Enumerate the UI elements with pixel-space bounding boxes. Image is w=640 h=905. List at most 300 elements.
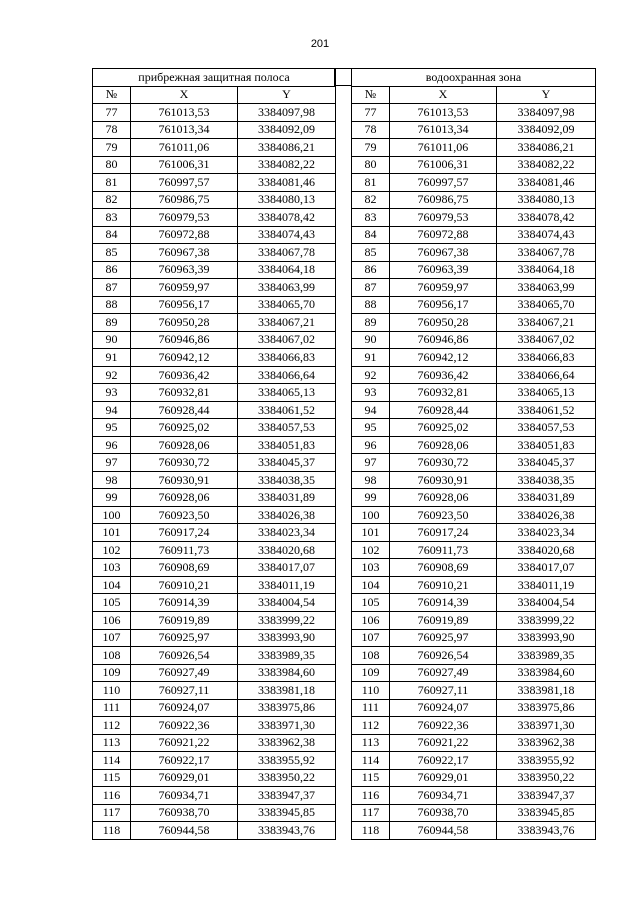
cell-point-number: 109 bbox=[93, 664, 131, 682]
cell-x: 760938,70 bbox=[390, 804, 497, 822]
cell-y: 3384063,99 bbox=[238, 279, 336, 297]
cell-point-number: 97 bbox=[352, 454, 390, 472]
cell-y: 3384066,83 bbox=[238, 349, 336, 367]
table-row bbox=[352, 524, 596, 542]
cell-y: 3384082,22 bbox=[497, 156, 596, 174]
table-row bbox=[352, 279, 596, 297]
cell-point-number: 102 bbox=[352, 541, 390, 559]
column-header-x: X bbox=[131, 86, 238, 104]
cell-y: 3384026,38 bbox=[497, 506, 596, 524]
table-row bbox=[352, 822, 596, 840]
cell-x: 760932,81 bbox=[131, 384, 238, 402]
cell-point-number: 104 bbox=[93, 576, 131, 594]
cell-point-number: 106 bbox=[352, 611, 390, 629]
table-row bbox=[93, 454, 336, 472]
cell-x: 760944,58 bbox=[390, 822, 497, 840]
cell-y: 3383943,76 bbox=[497, 822, 596, 840]
table-row bbox=[93, 664, 336, 682]
cell-y: 3383950,22 bbox=[497, 769, 596, 787]
cell-x: 760930,91 bbox=[131, 471, 238, 489]
cell-point-number: 83 bbox=[93, 209, 131, 227]
cell-x: 760927,11 bbox=[131, 682, 238, 700]
cell-x: 760967,38 bbox=[131, 244, 238, 262]
table-row bbox=[93, 752, 336, 770]
table-row bbox=[352, 647, 596, 665]
cell-y: 3383947,37 bbox=[238, 787, 336, 805]
cell-y: 3384017,07 bbox=[238, 559, 336, 577]
table-row bbox=[352, 541, 596, 559]
cell-point-number: 93 bbox=[93, 384, 131, 402]
table-row bbox=[352, 629, 596, 647]
cell-point-number: 106 bbox=[93, 611, 131, 629]
cell-y: 3384066,64 bbox=[238, 366, 336, 384]
column-header-number: № bbox=[93, 86, 131, 104]
cell-x: 760936,42 bbox=[131, 366, 238, 384]
cell-y: 3384065,70 bbox=[238, 296, 336, 314]
cell-y: 3384061,52 bbox=[238, 401, 336, 419]
table-divider bbox=[334, 68, 351, 86]
table-row bbox=[352, 104, 596, 122]
cell-y: 3384092,09 bbox=[238, 121, 336, 139]
table-row bbox=[352, 419, 596, 437]
cell-y: 3384031,89 bbox=[238, 489, 336, 507]
cell-y: 3384065,13 bbox=[238, 384, 336, 402]
cell-x: 760997,57 bbox=[131, 174, 238, 192]
cell-x: 760959,97 bbox=[131, 279, 238, 297]
cell-point-number: 114 bbox=[93, 752, 131, 770]
table-row bbox=[93, 296, 336, 314]
cell-x: 760934,71 bbox=[131, 787, 238, 805]
cell-x: 760928,06 bbox=[131, 436, 238, 454]
table-row bbox=[93, 822, 336, 840]
cell-y: 3383962,38 bbox=[497, 734, 596, 752]
cell-x: 760950,28 bbox=[390, 314, 497, 332]
cell-x: 761013,53 bbox=[131, 104, 238, 122]
cell-point-number: 92 bbox=[93, 366, 131, 384]
table-row bbox=[352, 769, 596, 787]
cell-x: 760917,24 bbox=[131, 524, 238, 542]
cell-x: 760921,22 bbox=[390, 734, 497, 752]
cell-y: 3384026,38 bbox=[238, 506, 336, 524]
cell-x: 760924,07 bbox=[131, 699, 238, 717]
cell-point-number: 108 bbox=[93, 647, 131, 665]
cell-y: 3384057,53 bbox=[497, 419, 596, 437]
cell-x: 760908,69 bbox=[390, 559, 497, 577]
cell-y: 3384057,53 bbox=[238, 419, 336, 437]
table-row bbox=[352, 436, 596, 454]
table-header-row bbox=[352, 86, 596, 104]
cell-x: 760967,38 bbox=[390, 244, 497, 262]
cell-point-number: 113 bbox=[352, 734, 390, 752]
cell-x: 760929,01 bbox=[390, 769, 497, 787]
table-row bbox=[352, 611, 596, 629]
cell-x: 761011,06 bbox=[390, 139, 497, 157]
cell-point-number: 103 bbox=[93, 559, 131, 577]
cell-y: 3384020,68 bbox=[497, 541, 596, 559]
table-header-row bbox=[93, 86, 336, 104]
cell-x: 760922,36 bbox=[131, 717, 238, 735]
table-row bbox=[352, 401, 596, 419]
cell-point-number: 86 bbox=[93, 261, 131, 279]
cell-y: 3384081,46 bbox=[497, 174, 596, 192]
cell-point-number: 116 bbox=[93, 787, 131, 805]
cell-point-number: 94 bbox=[352, 401, 390, 419]
cell-point-number: 95 bbox=[93, 419, 131, 437]
cell-point-number: 88 bbox=[352, 296, 390, 314]
table-row bbox=[352, 209, 596, 227]
cell-point-number: 111 bbox=[352, 699, 390, 717]
cell-y: 3384063,99 bbox=[497, 279, 596, 297]
cell-x: 760986,75 bbox=[390, 191, 497, 209]
cell-x: 760919,89 bbox=[390, 611, 497, 629]
table-row bbox=[352, 226, 596, 244]
cell-point-number: 84 bbox=[352, 226, 390, 244]
cell-point-number: 98 bbox=[93, 471, 131, 489]
cell-y: 3383962,38 bbox=[238, 734, 336, 752]
cell-x: 760959,97 bbox=[390, 279, 497, 297]
cell-point-number: 78 bbox=[352, 121, 390, 139]
cell-point-number: 112 bbox=[352, 717, 390, 735]
cell-y: 3383943,76 bbox=[238, 822, 336, 840]
cell-y: 3384092,09 bbox=[497, 121, 596, 139]
table-row bbox=[93, 121, 336, 139]
cell-x: 760936,42 bbox=[390, 366, 497, 384]
cell-x: 760928,06 bbox=[131, 489, 238, 507]
cell-y: 3384066,83 bbox=[497, 349, 596, 367]
cell-x: 760928,44 bbox=[131, 401, 238, 419]
cell-y: 3384011,19 bbox=[238, 576, 336, 594]
table-row bbox=[93, 506, 336, 524]
table-row bbox=[93, 419, 336, 437]
table-row bbox=[93, 559, 336, 577]
table-row bbox=[93, 226, 336, 244]
cell-x: 760910,21 bbox=[131, 576, 238, 594]
cell-x: 760930,91 bbox=[390, 471, 497, 489]
table-row bbox=[352, 331, 596, 349]
cell-x: 760908,69 bbox=[131, 559, 238, 577]
table-row bbox=[352, 699, 596, 717]
cell-x: 760997,57 bbox=[390, 174, 497, 192]
cell-y: 3384011,19 bbox=[497, 576, 596, 594]
cell-point-number: 91 bbox=[93, 349, 131, 367]
cell-point-number: 91 bbox=[352, 349, 390, 367]
cell-point-number: 93 bbox=[352, 384, 390, 402]
table-row bbox=[93, 174, 336, 192]
table-row bbox=[352, 752, 596, 770]
table-row bbox=[93, 349, 336, 367]
cell-y: 3384065,70 bbox=[497, 296, 596, 314]
cell-x: 760925,02 bbox=[131, 419, 238, 437]
cell-point-number: 115 bbox=[352, 769, 390, 787]
cell-point-number: 77 bbox=[352, 104, 390, 122]
table-row bbox=[352, 244, 596, 262]
cell-x: 760919,89 bbox=[131, 611, 238, 629]
cell-point-number: 100 bbox=[352, 506, 390, 524]
cell-point-number: 102 bbox=[93, 541, 131, 559]
cell-x: 760922,36 bbox=[390, 717, 497, 735]
cell-y: 3384038,35 bbox=[238, 471, 336, 489]
cell-y: 3384038,35 bbox=[497, 471, 596, 489]
cell-point-number: 80 bbox=[352, 156, 390, 174]
cell-y: 3383981,18 bbox=[497, 682, 596, 700]
table-row bbox=[352, 384, 596, 402]
cell-point-number: 101 bbox=[352, 524, 390, 542]
cell-x: 760956,17 bbox=[390, 296, 497, 314]
cell-point-number: 100 bbox=[93, 506, 131, 524]
cell-point-number: 114 bbox=[352, 752, 390, 770]
cell-x: 761011,06 bbox=[131, 139, 238, 157]
cell-y: 3383993,90 bbox=[497, 629, 596, 647]
cell-point-number: 116 bbox=[352, 787, 390, 805]
cell-y: 3384004,54 bbox=[238, 594, 336, 612]
table-row bbox=[93, 489, 336, 507]
table-row bbox=[93, 156, 336, 174]
cell-point-number: 110 bbox=[352, 682, 390, 700]
cell-y: 3383989,35 bbox=[238, 647, 336, 665]
cell-point-number: 82 bbox=[352, 191, 390, 209]
cell-x: 760938,70 bbox=[131, 804, 238, 822]
cell-x: 761006,31 bbox=[390, 156, 497, 174]
cell-y: 3384067,78 bbox=[238, 244, 336, 262]
cell-x: 760950,28 bbox=[131, 314, 238, 332]
cell-point-number: 86 bbox=[352, 261, 390, 279]
table-row bbox=[352, 489, 596, 507]
column-header-number: № bbox=[352, 86, 390, 104]
cell-x: 760917,24 bbox=[390, 524, 497, 542]
cell-x: 761013,53 bbox=[390, 104, 497, 122]
table-row bbox=[93, 524, 336, 542]
cell-x: 760942,12 bbox=[131, 349, 238, 367]
cell-y: 3383975,86 bbox=[497, 699, 596, 717]
cell-x: 760927,49 bbox=[390, 664, 497, 682]
table-row bbox=[352, 734, 596, 752]
cell-x: 760929,01 bbox=[131, 769, 238, 787]
cell-point-number: 118 bbox=[93, 822, 131, 840]
cell-x: 760986,75 bbox=[131, 191, 238, 209]
cell-point-number: 103 bbox=[352, 559, 390, 577]
cell-y: 3384066,64 bbox=[497, 366, 596, 384]
cell-point-number: 85 bbox=[93, 244, 131, 262]
cell-point-number: 112 bbox=[93, 717, 131, 735]
table-row bbox=[93, 331, 336, 349]
table-row bbox=[93, 541, 336, 559]
table-title-row bbox=[352, 69, 596, 87]
cell-y: 3384065,13 bbox=[497, 384, 596, 402]
table-row bbox=[93, 682, 336, 700]
cell-point-number: 105 bbox=[93, 594, 131, 612]
table-row bbox=[93, 314, 336, 332]
cell-y: 3383984,60 bbox=[238, 664, 336, 682]
cell-point-number: 107 bbox=[93, 629, 131, 647]
cell-y: 3383984,60 bbox=[497, 664, 596, 682]
table-row bbox=[352, 664, 596, 682]
cell-point-number: 81 bbox=[352, 174, 390, 192]
cell-point-number: 108 bbox=[352, 647, 390, 665]
cell-point-number: 89 bbox=[352, 314, 390, 332]
table-row bbox=[93, 647, 336, 665]
table-row bbox=[352, 139, 596, 157]
cell-point-number: 95 bbox=[352, 419, 390, 437]
cell-y: 3384031,89 bbox=[497, 489, 596, 507]
cell-point-number: 83 bbox=[352, 209, 390, 227]
cell-point-number: 105 bbox=[352, 594, 390, 612]
table-row bbox=[352, 454, 596, 472]
cell-x: 760942,12 bbox=[390, 349, 497, 367]
cell-y: 3384067,21 bbox=[497, 314, 596, 332]
cell-y: 3384004,54 bbox=[497, 594, 596, 612]
cell-x: 760925,97 bbox=[131, 629, 238, 647]
table-row bbox=[352, 296, 596, 314]
table-row bbox=[93, 804, 336, 822]
cell-y: 3384023,34 bbox=[238, 524, 336, 542]
table-row bbox=[93, 191, 336, 209]
cell-y: 3384023,34 bbox=[497, 524, 596, 542]
cell-point-number: 85 bbox=[352, 244, 390, 262]
table-title-row bbox=[93, 69, 336, 87]
cell-x: 760921,22 bbox=[131, 734, 238, 752]
cell-point-number: 79 bbox=[352, 139, 390, 157]
cell-point-number: 97 bbox=[93, 454, 131, 472]
table-row bbox=[93, 366, 336, 384]
table-row bbox=[93, 244, 336, 262]
cell-x: 760944,58 bbox=[131, 822, 238, 840]
cell-x: 760922,17 bbox=[390, 752, 497, 770]
cell-x: 760926,54 bbox=[390, 647, 497, 665]
cell-point-number: 101 bbox=[93, 524, 131, 542]
table-row bbox=[352, 576, 596, 594]
cell-x: 760934,71 bbox=[390, 787, 497, 805]
cell-point-number: 88 bbox=[93, 296, 131, 314]
table-row bbox=[352, 314, 596, 332]
table-row bbox=[93, 436, 336, 454]
table-title: водоохранная зона bbox=[352, 69, 596, 87]
cell-point-number: 118 bbox=[352, 822, 390, 840]
cell-x: 760925,02 bbox=[390, 419, 497, 437]
cell-y: 3384064,18 bbox=[238, 261, 336, 279]
table-row bbox=[93, 629, 336, 647]
cell-x: 760922,17 bbox=[131, 752, 238, 770]
cell-x: 760972,88 bbox=[131, 226, 238, 244]
table-row bbox=[352, 787, 596, 805]
cell-x: 760914,39 bbox=[390, 594, 497, 612]
cell-point-number: 89 bbox=[93, 314, 131, 332]
table-row bbox=[93, 261, 336, 279]
cell-y: 3384045,37 bbox=[238, 454, 336, 472]
cell-x: 760914,39 bbox=[131, 594, 238, 612]
cell-y: 3384067,02 bbox=[497, 331, 596, 349]
cell-x: 761013,34 bbox=[131, 121, 238, 139]
table-row bbox=[93, 699, 336, 717]
cell-x: 760923,50 bbox=[390, 506, 497, 524]
cell-x: 760928,06 bbox=[390, 489, 497, 507]
table-row bbox=[93, 594, 336, 612]
cell-y: 3384064,18 bbox=[497, 261, 596, 279]
cell-x: 760923,50 bbox=[131, 506, 238, 524]
table-row bbox=[93, 611, 336, 629]
cell-y: 3384020,68 bbox=[238, 541, 336, 559]
cell-y: 3383955,92 bbox=[238, 752, 336, 770]
cell-y: 3384067,21 bbox=[238, 314, 336, 332]
cell-point-number: 80 bbox=[93, 156, 131, 174]
cell-y: 3384051,83 bbox=[497, 436, 596, 454]
cell-x: 760963,39 bbox=[131, 261, 238, 279]
table-row bbox=[93, 384, 336, 402]
cell-y: 3383971,30 bbox=[238, 717, 336, 735]
cell-y: 3384097,98 bbox=[497, 104, 596, 122]
table-row bbox=[93, 787, 336, 805]
cell-x: 760927,11 bbox=[390, 682, 497, 700]
cell-point-number: 115 bbox=[93, 769, 131, 787]
cell-point-number: 94 bbox=[93, 401, 131, 419]
cell-y: 3383945,85 bbox=[238, 804, 336, 822]
cell-y: 3384051,83 bbox=[238, 436, 336, 454]
table-row bbox=[352, 261, 596, 279]
cell-y: 3383950,22 bbox=[238, 769, 336, 787]
cell-y: 3383971,30 bbox=[497, 717, 596, 735]
table-row bbox=[93, 471, 336, 489]
cell-x: 760928,06 bbox=[390, 436, 497, 454]
table-row bbox=[93, 279, 336, 297]
table-row bbox=[352, 349, 596, 367]
cell-y: 3384045,37 bbox=[497, 454, 596, 472]
cell-point-number: 111 bbox=[93, 699, 131, 717]
table-row bbox=[93, 769, 336, 787]
cell-y: 3383999,22 bbox=[238, 611, 336, 629]
cell-y: 3383993,90 bbox=[238, 629, 336, 647]
cell-y: 3384080,13 bbox=[238, 191, 336, 209]
cell-x: 760910,21 bbox=[390, 576, 497, 594]
cell-point-number: 96 bbox=[352, 436, 390, 454]
table-row bbox=[93, 734, 336, 752]
cell-point-number: 81 bbox=[93, 174, 131, 192]
table-row bbox=[352, 717, 596, 735]
cell-x: 760932,81 bbox=[390, 384, 497, 402]
cell-y: 3384082,22 bbox=[238, 156, 336, 174]
table-row bbox=[93, 401, 336, 419]
cell-point-number: 87 bbox=[352, 279, 390, 297]
cell-y: 3384074,43 bbox=[238, 226, 336, 244]
cell-x: 761013,34 bbox=[390, 121, 497, 139]
table-row bbox=[93, 209, 336, 227]
cell-x: 760946,86 bbox=[390, 331, 497, 349]
cell-x: 761006,31 bbox=[131, 156, 238, 174]
table-row bbox=[352, 682, 596, 700]
column-header-x: X bbox=[390, 86, 497, 104]
cell-y: 3384067,02 bbox=[238, 331, 336, 349]
cell-x: 760911,73 bbox=[390, 541, 497, 559]
cell-y: 3384067,78 bbox=[497, 244, 596, 262]
cell-point-number: 107 bbox=[352, 629, 390, 647]
cell-y: 3383981,18 bbox=[238, 682, 336, 700]
table-row bbox=[352, 594, 596, 612]
cell-x: 760924,07 bbox=[390, 699, 497, 717]
cell-point-number: 90 bbox=[93, 331, 131, 349]
column-header-y: Y bbox=[497, 86, 596, 104]
cell-point-number: 92 bbox=[352, 366, 390, 384]
cell-point-number: 110 bbox=[93, 682, 131, 700]
table-row bbox=[352, 366, 596, 384]
cell-x: 760926,54 bbox=[131, 647, 238, 665]
cell-y: 3384086,21 bbox=[497, 139, 596, 157]
cell-point-number: 82 bbox=[93, 191, 131, 209]
cell-point-number: 78 bbox=[93, 121, 131, 139]
cell-y: 3384078,42 bbox=[238, 209, 336, 227]
cell-x: 760979,53 bbox=[131, 209, 238, 227]
cell-x: 760956,17 bbox=[131, 296, 238, 314]
cell-point-number: 109 bbox=[352, 664, 390, 682]
cell-point-number: 117 bbox=[93, 804, 131, 822]
cell-y: 3383945,85 bbox=[497, 804, 596, 822]
